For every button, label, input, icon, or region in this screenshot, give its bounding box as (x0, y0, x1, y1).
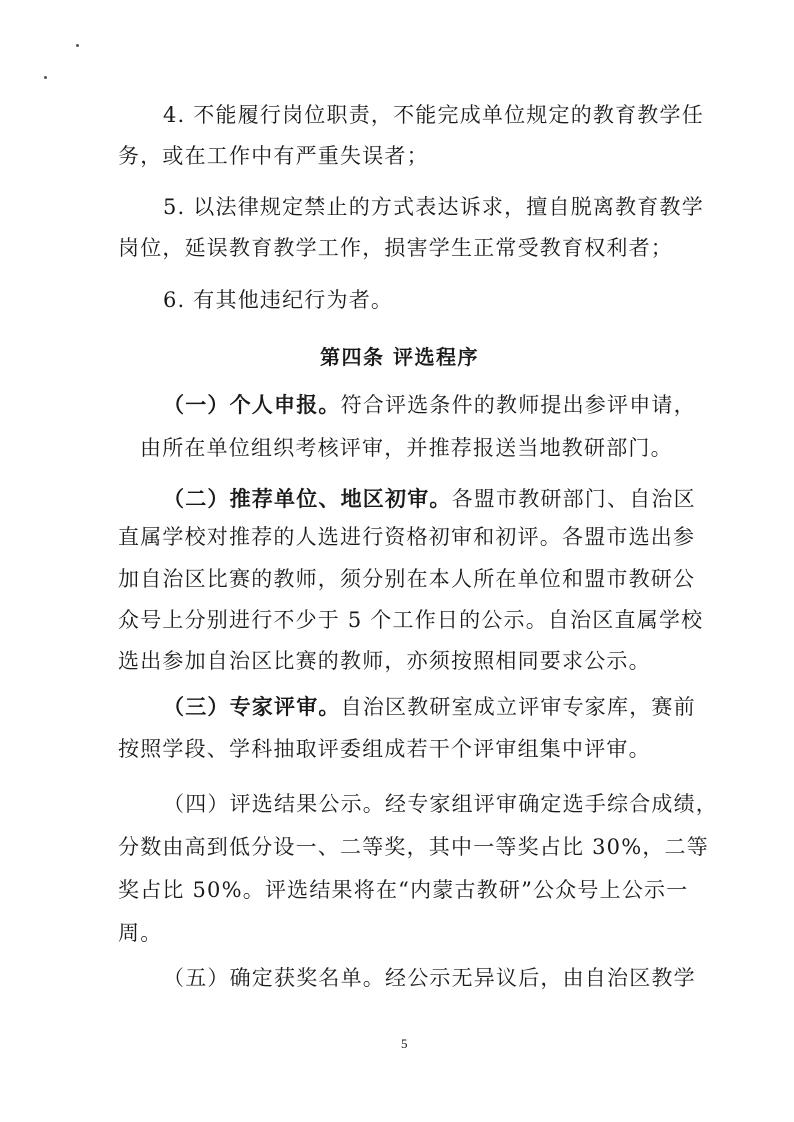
section-title: 第四条 评选程序 (320, 345, 479, 369)
step-3-line-1 (163, 693, 696, 721)
step-4-line-1: （四）评选结果公示。经专家组评审确定选手综合成绩， (163, 792, 718, 816)
step-1-heading: （一）个人申报。 (163, 393, 341, 417)
step-5-line-1: （五）确定获奖名单。经公示无异议后，由自治区教学 (163, 966, 696, 990)
step-4-line-4: 周。 (118, 921, 163, 945)
step-2-heading: （二）推荐单位、地区初审。 (163, 487, 452, 511)
step-2-line-1 (163, 485, 696, 513)
step-2-line-3: 加自治区比赛的教师，须分别在本人所在单位和盟市教研公 (118, 567, 696, 591)
step-4-line-3: 奖占比 50%。评选结果将在“内蒙古教研”公众号上公示一 (118, 878, 689, 902)
step-2-line-5: 选出参加自治区比赛的教师，亦须按照相同要求公示。 (118, 649, 651, 673)
step-2-line-2: 直属学校对推荐的人选进行资格初审和初评。各盟市选出参 (118, 525, 696, 549)
step-3-heading: （三）专家评审。 (163, 695, 341, 719)
item-4-line-2: 务，或在工作中有严重失误者； (118, 144, 429, 168)
scan-speck (76, 44, 79, 47)
item-6-line-1: 6. 有其他违纪行为者。 (163, 288, 394, 312)
item-5-line-1: 5. 以法律规定禁止的方式表达诉求，擅自脱离教育教学 (163, 195, 704, 219)
step-2-line-4: 众号上分别进行不少于 5 个工作日的公示。自治区直属学校 (118, 608, 704, 632)
step-3-text: 自治区教研室成立评审专家库，赛前 (340, 695, 696, 719)
step-1-line-2: 由所在单位组织考核评审，并推荐报送当地教研部门。 (140, 436, 673, 460)
step-1-text: 符合评选条件的教师提出参评申请， (340, 393, 696, 417)
item-5-line-2: 岗位，延误教育教学工作，损害学生正常受教育权利者； (118, 236, 673, 260)
item-4-line-1: 4. 不能履行岗位职责，不能完成单位规定的教育教学任 (163, 103, 704, 127)
step-2-text: 各盟市教研部门、自治区 (451, 487, 696, 511)
step-3-line-2: 按照学段、学科抽取评委组成若干个评审组集中评审。 (118, 737, 651, 761)
page-number: 5 (401, 1036, 408, 1051)
step-1-line-1 (163, 391, 696, 419)
step-4-line-2: 分数由高到低分设一、二等奖，其中一等奖占比 30%，二等 (118, 835, 709, 859)
scan-speck (44, 76, 47, 79)
